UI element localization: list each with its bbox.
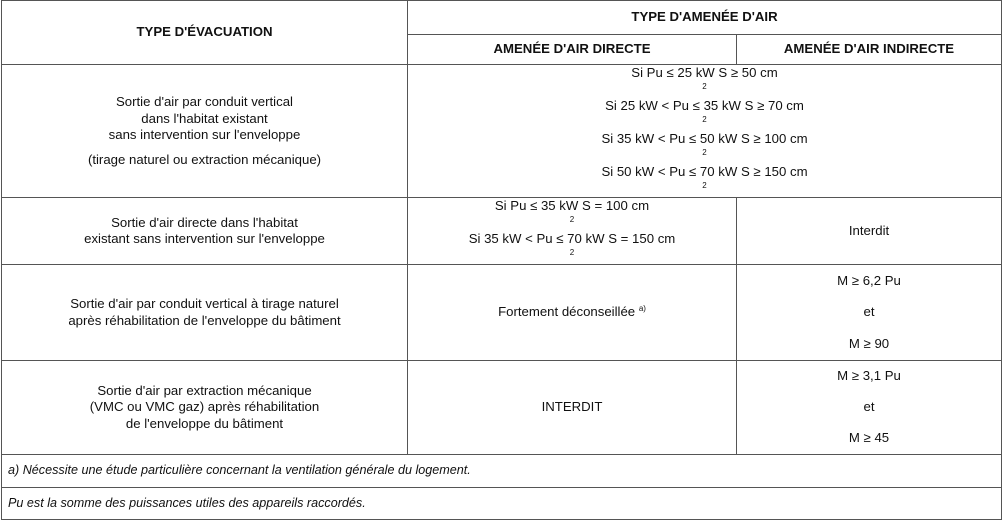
header-amenee: TYPE D'AMENÉE D'AIR <box>408 1 1002 35</box>
table-row <box>2 198 1002 265</box>
requirement-line: M ≥ 45 <box>848 430 890 446</box>
requirement-line: Si Pu ≤ 35 kW S = 100 cm $^2$ <box>494 198 650 224</box>
indirecte-cell <box>737 361 1002 455</box>
indirecte-cell <box>737 265 1002 361</box>
header-row-1 <box>2 1 1002 35</box>
evacuation-type-line: Sortie d'air directe dans l'habitat <box>111 214 298 230</box>
requirement-line: Si 35 kW < Pu ≤ 70 kW S = 150 cm $^2$ <box>468 231 676 257</box>
requirement-line: Si 50 kW < Pu ≤ 70 kW S ≥ 150 cm $^2$ <box>601 164 808 190</box>
requirement-line: Si 35 kW < Pu ≤ 50 kW S ≥ 100 cm $^2$ <box>601 131 808 157</box>
evacuation-type-line: Sortie d'air par conduit vertical à tirage naturel <box>70 296 339 311</box>
evacuation-type-line: dans l'habitat existant <box>141 110 268 126</box>
table-row <box>2 265 1002 361</box>
footnote-ref: a) <box>638 304 646 314</box>
evacuation-type-line: Sortie d'air par extraction mécanique <box>97 382 312 398</box>
ventilation-requirements-table <box>1 0 1002 520</box>
footnote-a: a) Nécessite une étude particulière concernant la ventilation générale du logement. <box>2 455 1002 488</box>
merged-requirement-cell <box>408 65 1002 198</box>
header-indirecte: AMENÉE D'AIR INDIRECTE <box>737 35 1002 65</box>
evacuation-type-line: Sortie d'air par conduit vertical <box>116 94 293 109</box>
evacuation-type-note: (tirage naturel ou extraction mécanique) <box>87 151 322 167</box>
requirement-line: Si 25 kW < Pu ≤ 35 kW S ≥ 70 cm $^2$ <box>605 98 804 124</box>
directe-cell <box>408 198 737 265</box>
requirement-line: Si Pu ≤ 25 kW S ≥ 50 cm $^2$ <box>631 65 778 91</box>
footnote-row <box>2 455 1002 488</box>
table-row <box>2 361 1002 455</box>
footnote-row <box>2 488 1002 520</box>
header-directe: AMENÉE D'AIR DIRECTE <box>408 35 737 65</box>
requirement-line: M ≥ 6,2 Pu <box>837 272 901 288</box>
directe-cell: Fortement déconseillée $^{a)}$ <box>408 265 737 361</box>
requirement-line: M ≥ 3,1 Pu <box>837 368 901 384</box>
requirement-line: et <box>863 399 875 415</box>
evacuation-type-line: après réhabilitation de l'enveloppe du bâtiment <box>68 312 341 328</box>
evacuation-type-line: (VMC ou VMC gaz) après réhabilitation <box>89 399 320 415</box>
requirement-line: et <box>863 304 875 320</box>
header-evacuation: TYPE D'ÉVACUATION <box>2 1 408 65</box>
directe-cell: INTERDIT <box>408 361 737 455</box>
footnote-pu: Pu est la somme des puissances utiles des appareils raccordés. <box>2 488 1002 520</box>
evacuation-type-line: de l'enveloppe du bâtiment <box>125 415 284 431</box>
evacuation-type-line: sans intervention sur l'enveloppe <box>108 127 301 142</box>
evacuation-type-cell <box>2 65 408 198</box>
table-row <box>2 65 1002 198</box>
evacuation-type-line: existant sans intervention sur l'enveloppe <box>84 231 325 246</box>
indirecte-cell: Interdit <box>737 198 1002 265</box>
requirement-line: M ≥ 90 <box>848 335 890 351</box>
evacuation-type-cell <box>2 265 408 361</box>
evacuation-type-cell <box>2 198 408 265</box>
evacuation-type-cell <box>2 361 408 455</box>
